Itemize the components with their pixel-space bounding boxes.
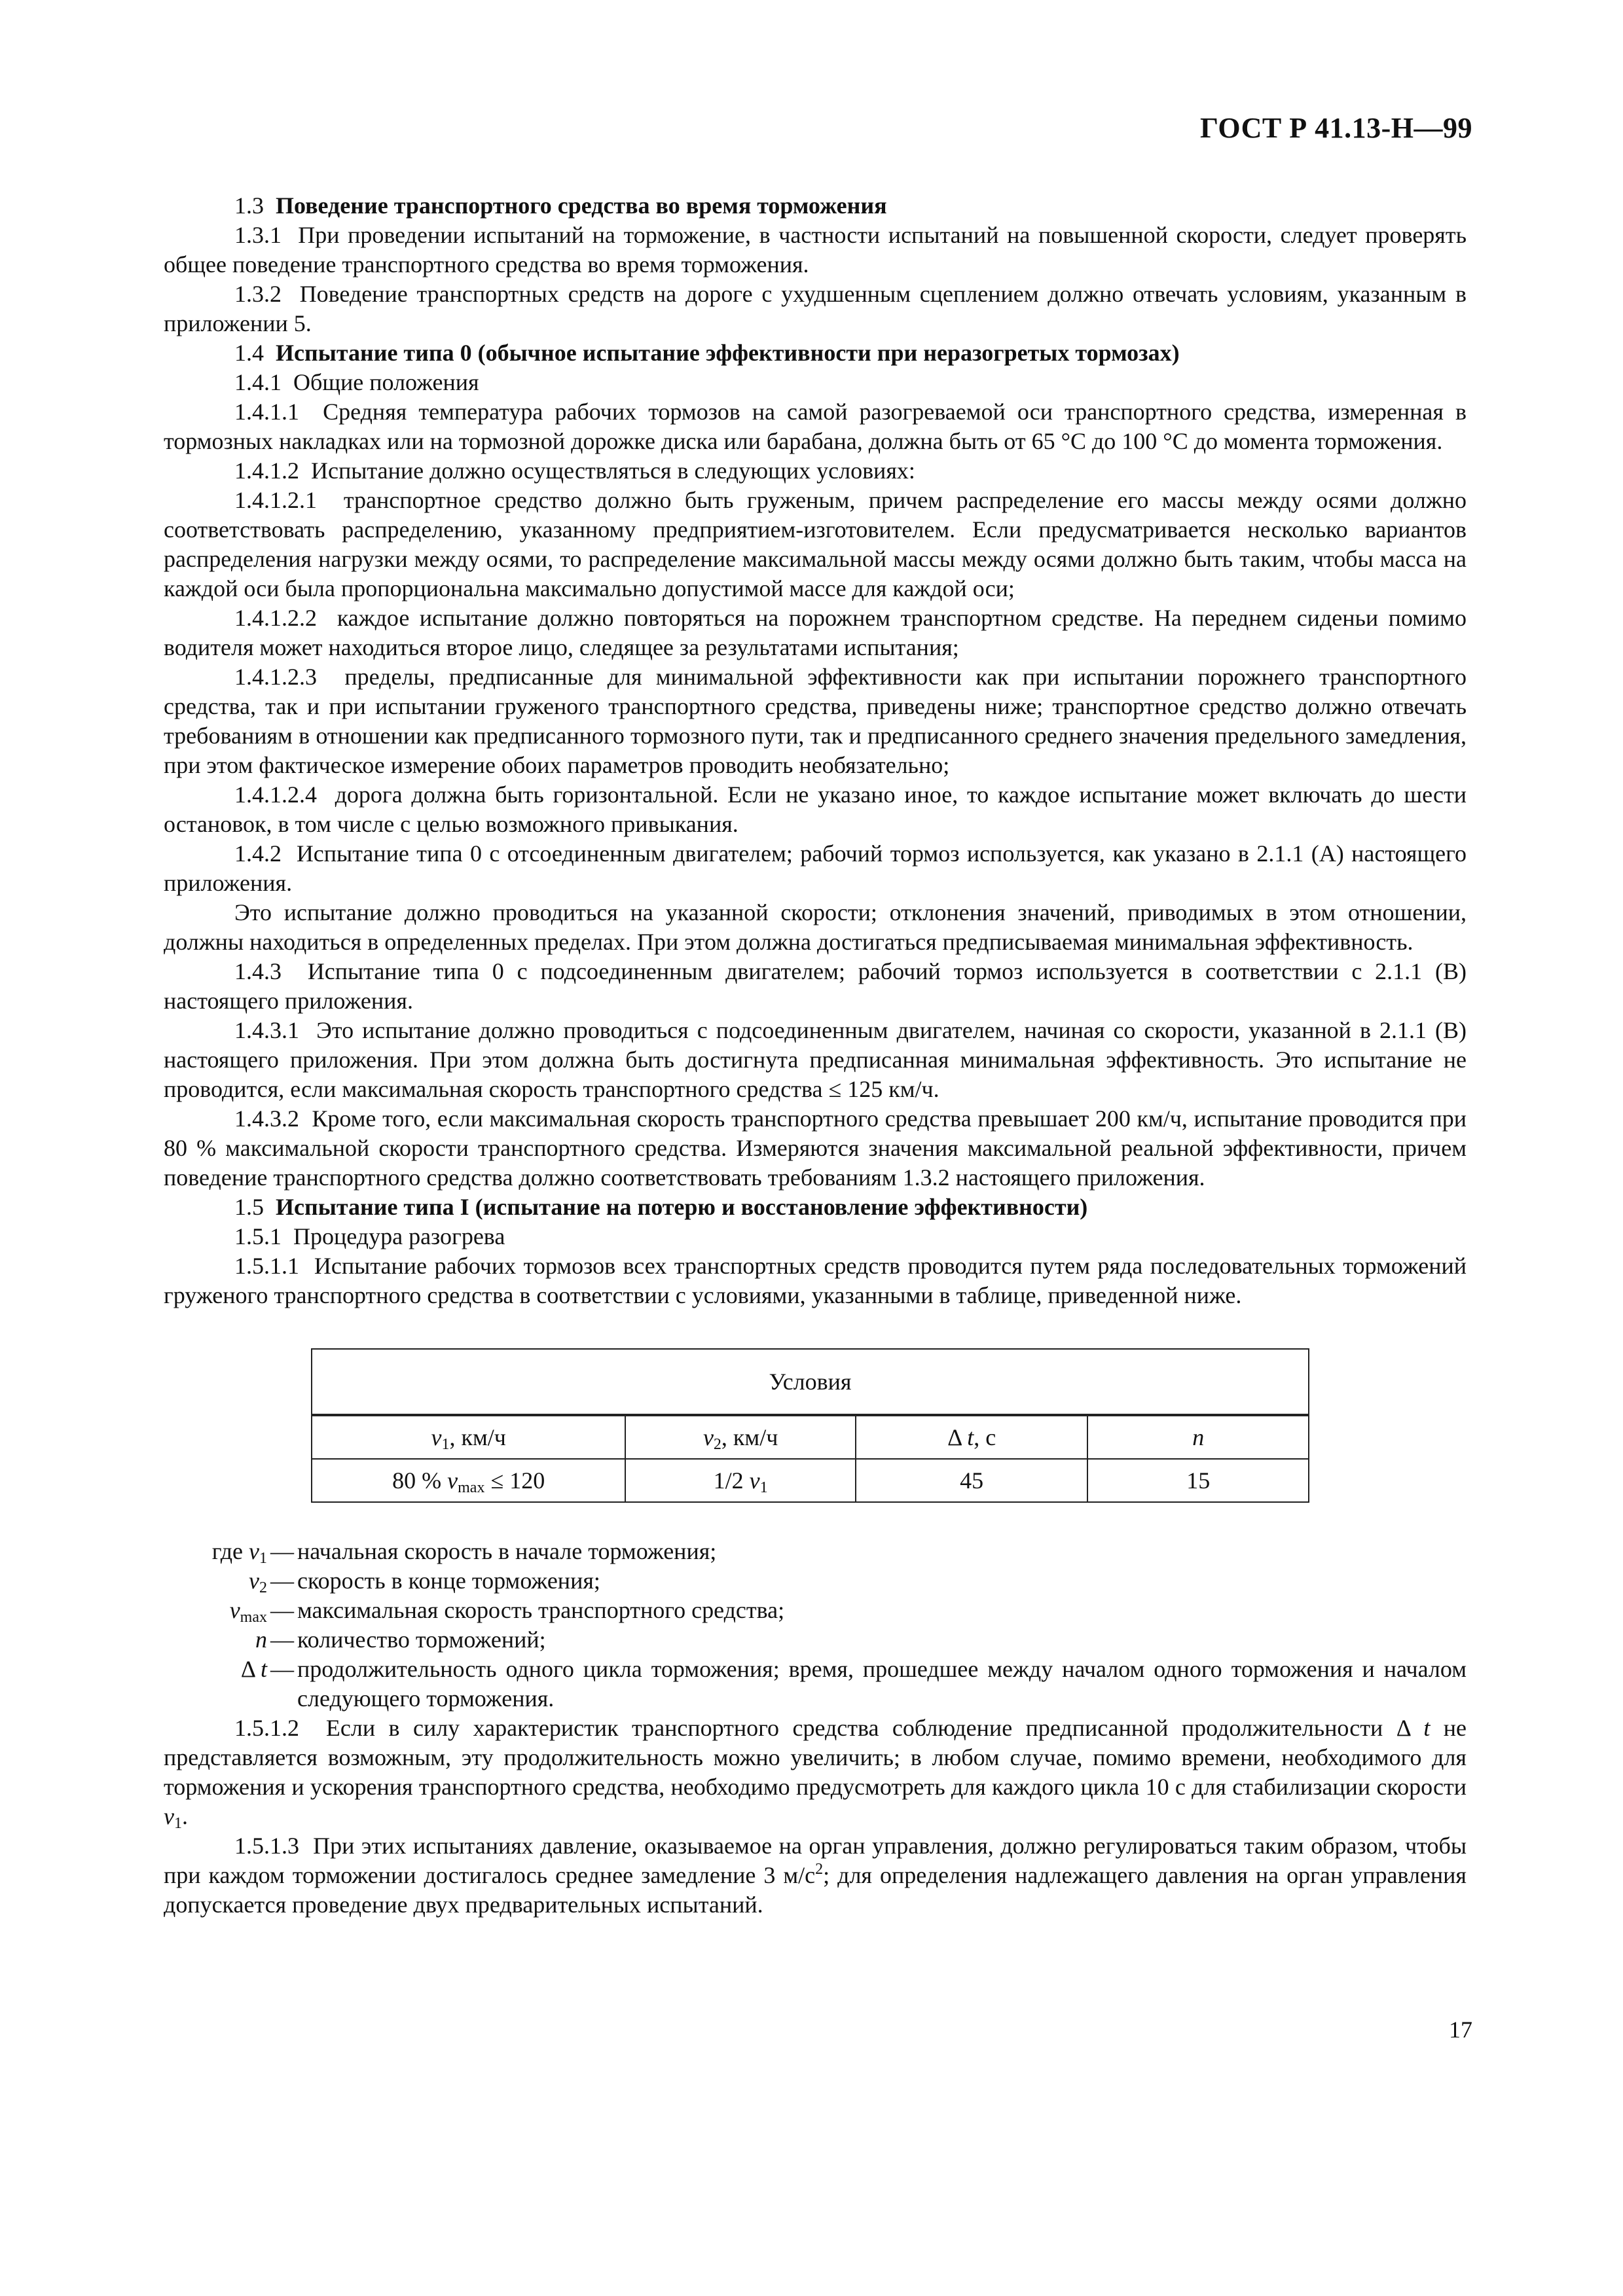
paragraph-number: 1.4.3.1 [234, 1017, 299, 1043]
legend-dash: — [270, 1597, 294, 1623]
paragraph [164, 456, 1467, 486]
legend-dash: — [270, 1626, 294, 1653]
table-header-cell: Δ t, с [856, 1415, 1088, 1459]
paragraph-text: Это испытание должно проводиться на указанной скорости; отклонения значений, приводимых в этом отношении, должны находиться в определенных пределах. При этом должна достигаться предписываемая минимальная эффективность. [164, 899, 1467, 955]
table-cell-dt: 45 [856, 1459, 1088, 1502]
document-body [164, 191, 1467, 1920]
paragraph-1-5-1-2: 1.5.1.2 Если в силу характеристик транспортного средства соблюдение предписанной продолжительности Δ t не представляется возможным, эту продолжительность можно увеличить; в любом случае, помимо времени, необходимого для торможения и ускорения транспортного средства, необходимо предусмотреть для каждого цикла 10 с для стабилизации скорости $v_1$. [164, 1715, 1467, 1832]
paragraph [164, 957, 1467, 1016]
paragraph-text: каждое испытание должно повторяться на порожнем транспортном средстве. На переднем сиденьи помимо водителя может находиться второе лицо, следящее за результатами испытания; [164, 605, 1467, 660]
legend-description: продолжительность одного цикла торможения; время, прошедшее между началом одного торможения и началом следующего торможения. [297, 1656, 1467, 1712]
section-heading: Поведение транспортного средства во время торможения [276, 192, 887, 219]
legend-description: количество торможений; [297, 1626, 546, 1653]
conditions-table [311, 1348, 1309, 1503]
legend-symbol: $v_{max}$ [229, 1597, 267, 1626]
paragraph-number: 1.4.1.2 [234, 457, 299, 484]
closing-paragraphs [164, 1713, 1467, 1920]
table-cell-v1: 80 % $v_{max} \le 120$ [312, 1459, 625, 1502]
paragraph [164, 1193, 1467, 1222]
legend-symbol: Δ t [240, 1656, 267, 1682]
legend-description: скорость в конце торможения; [297, 1568, 600, 1594]
paragraph-text: Это испытание должно проводиться с подсоединенным двигателем, начиная со скорости, указанной в 2.1.1 (В) настоящего приложения. При этом должна быть достигнута предписанная минимальная эффективность. Это испытание не проводится, если максимальная скорость транспортного средства ≤ 125 км/ч. [164, 1017, 1467, 1102]
legend-description: максимальная скорость транспортного средства; [297, 1597, 785, 1623]
paragraph-number: 1.4.3 [234, 958, 282, 984]
conditions-table-wrapper [311, 1348, 1309, 1503]
legend-item [164, 1537, 1467, 1566]
paragraph-number: 1.4.1.2.4 [234, 781, 317, 808]
paragraph-text: Испытание рабочих тормозов всех транспортных средств проводится путем ряда последовательных торможений груженого транспортного средства в соответствии с условиями, указанными в таблице, приведенной ниже. [164, 1253, 1467, 1308]
paragraph [164, 1016, 1467, 1104]
paragraph [164, 1251, 1467, 1310]
table-header-cell: n [1087, 1415, 1309, 1459]
paragraph-1-5-1-3: 1.5.1.3 При этих испытаниях давление, оказываемое на орган управления, должно регулироваться таким образом, чтобы при каждом торможении достигалось среднее замедление 3 $м/с^2$; для определения надлежащего давления на орган управления допускается проведение двух предварительных испытаний. [164, 1833, 1467, 1918]
paragraph-number: 1.4.1.1 [234, 399, 299, 425]
paragraph [164, 603, 1467, 662]
paragraph-number: 1.4 [234, 340, 264, 366]
paragraph [164, 780, 1467, 839]
paragraph-number: 1.4.1 [234, 369, 282, 395]
paragraph [164, 1104, 1467, 1193]
paragraph-number: 1.4.1.2.2 [234, 605, 317, 631]
table-title: Условия [312, 1349, 1309, 1415]
legend-symbol: $v_2$ [249, 1568, 267, 1596]
paragraph-number: 1.5.1 [234, 1223, 282, 1249]
table-cell-n: 15 [1087, 1459, 1309, 1502]
paragraph [164, 338, 1467, 368]
paragraph [164, 397, 1467, 456]
paragraph [164, 368, 1467, 397]
table-cell-v2: 1/2 $v_1$ [625, 1459, 856, 1502]
table-header-cell: $v_2$, км/ч [625, 1415, 856, 1459]
paragraph-text: Общие положения [293, 369, 479, 395]
table-header-row [312, 1415, 1309, 1459]
legend-item [164, 1625, 1467, 1655]
paragraph-text: дорога должна быть горизонтальной. Если не указано иное, то каждое испытание может включать до шести остановок, в том числе с целью возможного привыкания. [164, 781, 1467, 837]
legend-symbol: где $v_1$ [211, 1538, 267, 1567]
paragraph-text: Испытание типа 0 с подсоединенным двигателем; рабочий тормоз используется в соответствии с 2.1.1 (В) настоящего приложения. [164, 958, 1467, 1014]
paragraph-number: 1.5 [234, 1194, 264, 1220]
legend-description: начальная скорость в начале торможения; [297, 1538, 717, 1564]
paragraph-text: Испытание типа 0 с отсоединенным двигателем; рабочий тормоз используется, как указано в 2.1.1 (А) настоящего приложения. [164, 840, 1467, 896]
legend-dash: — [270, 1656, 294, 1682]
paragraph-text: Средняя температура рабочих тормозов на самой разогреваемой оси транспортного средства, измеренная в тормозных накладках или на тормозной дорожке диска или барабана, должна быть от 65 °С до 100 °С до момента торможения. [164, 399, 1467, 454]
paragraph [164, 662, 1467, 780]
paragraph [164, 839, 1467, 898]
paragraph [164, 1222, 1467, 1251]
paragraph-text: Кроме того, если максимальная скорость транспортного средства превышает 200 км/ч, испытание проводится при 80 % максимальной скорости транспортного средства. Измеряются значения максимальной реальной эффективности, причем поведение транспортного средства должно соответствовать требованиям 1.3.2 настоящего приложения. [164, 1105, 1467, 1191]
paragraph [164, 221, 1467, 279]
paragraph [164, 898, 1467, 957]
paragraph-number: 1.4.3.2 [234, 1105, 299, 1132]
paragraph [164, 191, 1467, 221]
paragraph-text: Поведение транспортных средств на дороге с ухудшенным сцеплением должно отвечать условиям, указанным в приложении 5. [164, 281, 1467, 336]
legend-symbol: n [255, 1626, 267, 1653]
paragraph-number: 1.4.1.2.1 [234, 487, 317, 513]
legend-item [164, 1596, 1467, 1625]
symbol-legend [164, 1537, 1467, 1713]
legend-item [164, 1655, 1467, 1713]
paragraph [164, 486, 1467, 603]
paragraph-number: 1.4.1.2.3 [234, 664, 317, 690]
paragraph-number: 1.3.1 [234, 222, 282, 248]
paragraph [164, 279, 1467, 338]
section-heading: Испытание типа 0 (обычное испытание эффективности при неразогретых тормозах) [276, 340, 1180, 366]
paragraph-number: 1.4.2 [234, 840, 282, 867]
page-number: 17 [1449, 2017, 1472, 2043]
section-heading: Испытание типа I (испытание на потерю и восстановление эффективности) [276, 1194, 1088, 1220]
legend-item [164, 1566, 1467, 1596]
legend-dash: — [270, 1538, 294, 1564]
table-row [312, 1459, 1309, 1502]
paragraph-text: пределы, предписанные для минимальной эффективности как при испытании порожнего транспортного средства, так и при испытании груженого транспортного средства, приведены ниже; транспортное средство должно отвечать требованиям в отношении как предписанного тормозного пути, так и предписанного среднего значения предельного замедления, при этом фактическое измерение обоих параметров проводить необязательно; [164, 664, 1467, 778]
legend-dash: — [270, 1568, 294, 1594]
paragraph-text: транспортное средство должно быть груженым, причем распределение его массы между осями должно соответствовать распределению, указанному предприятием-изготовителем. Если предусматривается несколько вариантов распределения нагрузки между осями, то распределение максимальной массы между осями должно быть таким, чтобы масса на каждой оси была пропорциональна максимально допустимой массе для каждой оси; [164, 487, 1467, 601]
document-code: ГОСТ Р 41.13-Н—99 [1199, 112, 1472, 144]
paragraph-number: 1.3.2 [234, 281, 282, 307]
paragraph-number: 1.5.1.1 [234, 1253, 299, 1279]
paragraph-number: 1.3 [234, 192, 264, 219]
paragraph-text: Испытание должно осуществляться в следующих условиях: [311, 457, 915, 484]
table-header-cell: $v_1$, км/ч [312, 1415, 625, 1459]
paragraph-list [164, 191, 1467, 1310]
paragraph-text: При проведении испытаний на торможение, в частности испытаний на повышенной скорости, следует проверять общее поведение транспортного средства во время торможения. [164, 222, 1467, 278]
paragraph-text: Процедура разогрева [293, 1223, 505, 1249]
